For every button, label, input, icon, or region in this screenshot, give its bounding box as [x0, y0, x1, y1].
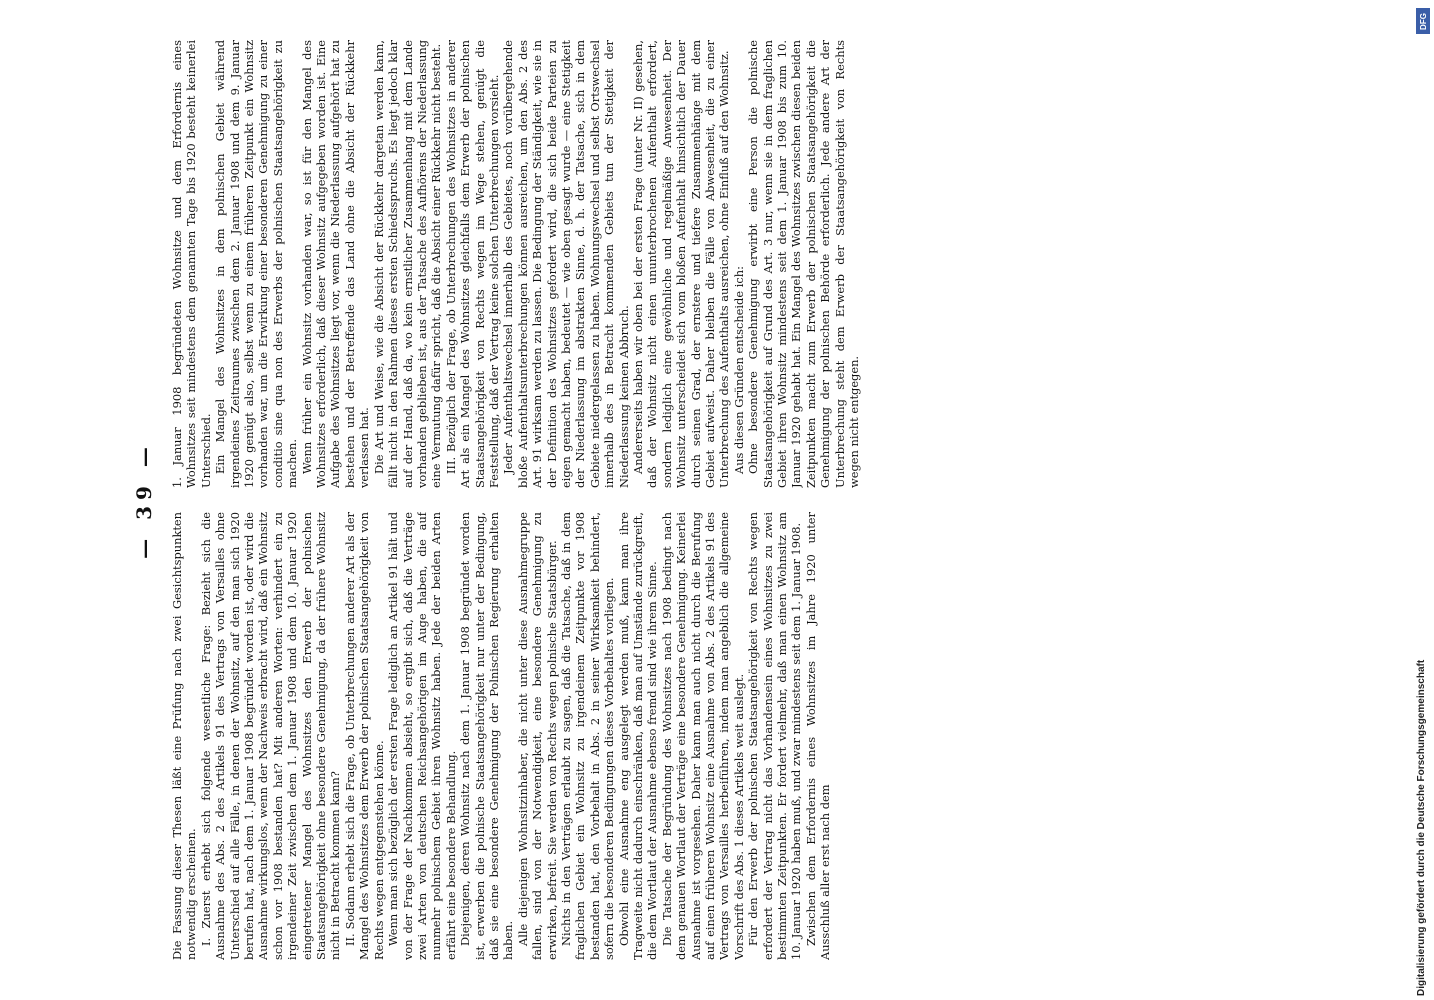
dfg-logo-label: DFG	[1418, 12, 1428, 30]
paragraph: II. Sodann erhebt sich die Frage, ob Unterbrechungen anderer Art als der Mangel des Wohnsitzes dem Erwerb der polnischen Staatsangehörigkeit von Rechts wegen entgegenstehen könne.	[342, 512, 386, 960]
digitization-sidebar	[1412, 6, 1432, 996]
paragraph: Aus diesen Gründen entscheide ich:	[731, 266, 746, 474]
paragraph: Zwischen dem Erfordernis eines Wohnsitzes im Jahre 1920 unter Ausschluß aller erst nach dem	[803, 512, 833, 960]
paragraph: 1. Januar 1908 begründeten Wohnsitze und dem Erfordernis eines Wohnsitzes seit mindestens dem genannten Tage bis 1920 besteht keinerlei Unterschied.	[170, 40, 213, 488]
paragraph: Diejenigen, deren Wohnsitz nach dem 1. Januar 1908 begründet worden ist, erwerben die polnische Staatsangehörigkeit nur unter der Bedingung, daß sie eine besondere Genehmigung der Polnischen Regierung erhalten haben.	[458, 512, 516, 960]
paragraph: Ein Mangel des Wohnsitzes in dem polnischen Gebiet während irgendeines Zeitraumes zwischen dem 2. Januar 1908 und dem 9. Januar 1920 genügt also, selbst wenn zu einem früheren Zeitpunkt ein Wohnsitz vorhanden war, um die Erwirkung einer besonderen Genehmigung zu einer conditio sine qua non des Erwerbs der polnischen Staatsangehörigkeit zu machen.	[213, 40, 300, 488]
paragraph: Für den Erwerb der polnischen Staatsangehörigkeit von Rechts wegen erfordert der Vertrag nicht das Vorhandensein eines Wohnsitzes zu zwei bestimmten Zeitpunkten. Er fordert vielmehr, daß man einen Wohnsitz am 10. Januar 1920 haben muß, und zwar mindestens seit dem 1. Januar 1908.	[746, 512, 804, 960]
paragraph: Obwohl eine Ausnahme eng ausgelegt werden muß, kann man ihre Tragweite nicht dadurch einschränken, daß man auf Umstände zurückgreift, die dem Wortlaut der Ausnahme ebenso fremd sind wie ihrem Sinne.	[616, 512, 660, 960]
rotated-page	[130, 40, 930, 960]
paragraph: I. Zuerst erhebt sich folgende wesentliche Frage: Bezieht sich die Ausnahme des Abs. 2 des Artikels 91 des Vertrags von Versailles ohne Unterschied auf alle Fälle, in denen der Wohnsitz, auf den man sich 1920 berufen hat, nach dem 1. Januar 1908 begründet worden ist, oder wird die Ausnahme wirkungslos, wenn der Nachweis erbracht wird, daß ein Wohnsitz schon vor 1908 bestanden hat? Mit anderen Worten: verhindert ein zu irgendeiner Zeit zwischen dem 1. Januar 1908 und dem 10. Januar 1920 eingetretener Mangel des Wohnsitzes den Erwerb der polnischen Staatsangehörigkeit ohne besondere Genehmigung, da der frühere Wohnsitz nicht in Betracht kommen kann?	[198, 512, 343, 960]
right-column	[170, 40, 930, 488]
paragraph: Nichts in den Verträgen erlaubt zu sagen, daß die Tatsache, daß in dem fraglichen Gebiet ein Wohnsitz zu irgendeinem Zeitpunkte vor 1908 bestanden hat, den Vorbehalt in Abs. 2 in seiner Wirksamkeit behindert, sofern die besonderen Bedingungen dieses Vorbehaltes vorliegen.	[558, 512, 617, 960]
paragraph: Alle diejenigen Wohnsitzinhaber, die nicht unter diese Ausnahmegruppe fallen, sind von der Notwendigkeit, eine besondere Genehmigung zu erwirken, befreit. Sie werden von Rechts wegen polnische Staatsbürger.	[515, 512, 559, 960]
paragraph: Die Fassung dieser Thesen läßt eine Prüfung nach zwei Gesichtspunkten notwendig erscheinen.	[170, 512, 199, 960]
paragraph: Jeder Aufenthaltswechsel innerhalb des Gebietes, noch vorübergehende bloße Aufenthaltsunterbrechungen können ausreichen, um den Abs. 2 des Art. 91 wirksam werden zu lassen. Die Bedingung der Ständigkeit, wie sie in der Definition des Wohnsitzes gefordert wird, die sich beide Parteien zu eigen gemacht haben, bedeutet — wie oben gesagt wurde — eine Stetigkeit der Niederlassung im abstrakten Sinne, d. h. der Tatsache, sich in dem Gebiete niedergelassen zu haben. Wohnungswechsel und selbst Ortswechsel innerhalb des in Betracht kommenden Gebiets tun der Stetigkeit der Niederlassung keinen Abbruch.	[501, 40, 631, 488]
funding-credit: Digitalisierung gefördert durch die Deutsche Forschungsgemeinschaft	[1416, 659, 1427, 996]
paragraph: Die Art und Weise, wie die Absicht der Rückkehr dargetan werden kann, fällt nicht in den Rahmen dieses ersten Schiedsspruchs. Es liegt jedoch klar auf der Hand, daß da, wo kein ernstlicher Zusammenhang mit dem Lande vorhanden geblieben ist, aus der Tatsache des Aufhörens der Niederlassung eine Vermutung dafür spricht, daß die Absicht einer Rückkehr nicht besteht.	[371, 40, 444, 488]
paragraph: Die Tatsache der Begründung des Wohnsitzes nach 1908 bedingt nach dem genauen Wortlaut der Verträge eine besondere Genehmigung. Keinerlei Ausnahme ist vorgesehen. Daher kann man auch nicht durch die Berufung auf einen früheren Wohnsitz eine Ausnahme von Abs. 2 des Artikels 91 des Vertrags von Versailles herbeiführen, indem man angeblich die allgemeine Vorschrift des Abs. 1 dieses Artikels weit auslegt.	[659, 512, 746, 960]
paragraph: Ohne besondere Genehmigung erwirbt eine Person die polnische Staatsangehörigkeit auf Grund des Art. 3 nur, wenn sie in dem fraglichen Gebiet ihren Wohnsitz mindestens seit dem 1. Januar 1908 bis zum 10. Januar 1920 gehabt hat. Ein Mangel des Wohnsitzes zwischen diesen beiden Zeitpunkten macht zum Erwerb der polnischen Staatsangehörigkeit die Genehmigung der polnischen Behörde erforderlich. Jede andere Art der Unterbrechung steht dem Erwerb der Staatsangehörigkeit von Rechts wegen nicht entgegen.	[746, 40, 862, 488]
page-number: — 39 —	[132, 441, 156, 559]
left-column	[170, 512, 930, 960]
paragraph: Wenn früher ein Wohnsitz vorhanden war, so ist für den Mangel des Wohnsitzes erforderlich, daß dieser Wohnsitz aufgegeben worden ist. Eine Aufgabe des Wohnsitzes liegt vor, wenn die Niederlassung aufgehört hat zu bestehen und der Betreffende das Land ohne die Absicht der Rückkehr verlassen hat.	[299, 40, 372, 488]
dfg-logo	[1416, 8, 1430, 34]
paragraph: Andererseits haben wir oben bei der ersten Frage (unter Nr. II) gesehen, daß der Wohnsitz nicht einen ununterbrochenen Aufenthalt erfordert, sondern lediglich eine gewöhnliche und regelmäßige Anwesenheit. Der Wohnsitz unterscheidet sich vom bloßen Aufenthalt hinsichtlich der Dauer durch seinen Grad, der ernstere und tiefere Zusammenhänge mit dem Gebiet aufweist. Daher bleiben die Fälle von Abwesenheit, die zu einer Unterbrechung des Aufenthalts ausreichen, ohne Einfluß auf den Wohnsitz.	[631, 40, 732, 488]
paragraph: Wenn man sich bezüglich der ersten Frage lediglich an Artikel 91 hält und von der Frage der Nachkommen absieht, so ergibt sich, daß die Verträge zwei Arten von deutschen Reichsangehörigen im Auge haben, die auf nunmehr polnischem Gebiet ihren Wohnsitz haben. Jede der beiden Arten erfährt eine besondere Behandlung.	[386, 512, 458, 960]
paragraph: III. Bezüglich der Frage, ob Unterbrechungen des Wohnsitzes in anderer Art als ein Mangel des Wohnsitzes gleichfalls dem Erwerb der polnischen Staatsangehörigkeit von Rechts wegen im Wege stehen, genügt die Feststellung, daß der Vertrag keine solchen Unterbrechungen vorsieht.	[443, 40, 501, 488]
